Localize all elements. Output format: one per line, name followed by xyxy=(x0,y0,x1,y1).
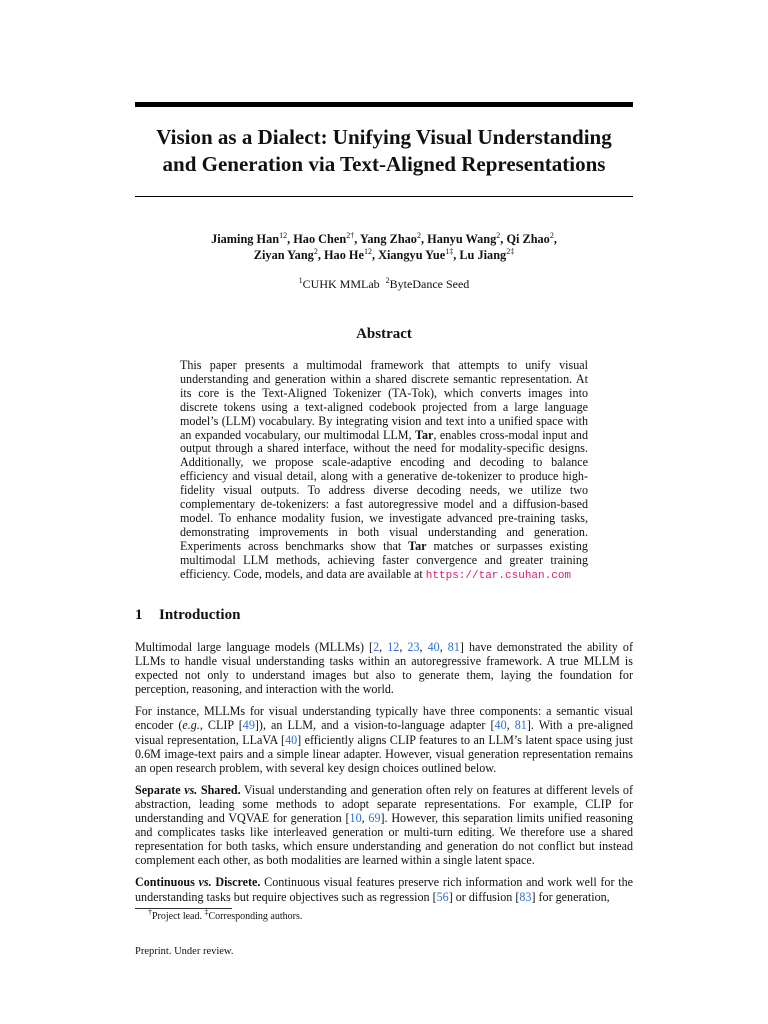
author: Hao Chen xyxy=(293,232,347,246)
paragraph-heading xyxy=(135,783,241,797)
abstract-text: matches or surpasses existing multimodal LLM methods, achieving faster convergence and greater training efficiency. Code, models, and data are available at xyxy=(180,538,588,581)
author-mark: 2 xyxy=(313,246,318,256)
author-mark: 1‡ xyxy=(445,246,454,256)
title-bottom-rule xyxy=(135,196,633,197)
citation-link[interactable]: 81 xyxy=(514,718,527,733)
paragraph-text: Multimodal large language models (MLLMs) [ xyxy=(135,640,374,654)
section-title: Introduction xyxy=(159,607,241,623)
citation-link[interactable]: 12 xyxy=(387,640,400,654)
paragraph-text: ] or diffusion [ xyxy=(448,889,520,904)
section-number: 1 xyxy=(135,607,143,623)
paragraph-text: For instance, MLLMs for visual understanding typically have three components: a semantic visual encoder ( xyxy=(135,704,633,733)
title-top-rule xyxy=(135,102,633,107)
paragraph-text: Continuous visual features preserve rich information and work well for the understanding tasks but require objectives such as regression [ xyxy=(135,875,633,904)
author: Lu Jiang xyxy=(459,248,507,262)
paragraph-text: , CLIP [ xyxy=(199,718,243,733)
author: Qi Zhao xyxy=(506,232,550,246)
author: Xiangyu Yue xyxy=(378,248,446,262)
citation-link[interactable]: 69 xyxy=(368,811,381,826)
affiliation: CUHK MMLab xyxy=(302,277,380,291)
heading-vs: vs. xyxy=(198,875,212,890)
author-mark: 2 xyxy=(549,230,554,240)
heading-text: Discrete. xyxy=(211,875,261,890)
author: Hao He xyxy=(323,248,364,262)
model-name: Tar xyxy=(408,538,427,553)
citation-link[interactable]: 81 xyxy=(447,640,460,654)
project-url-link[interactable]: https://tar.csuhan.com xyxy=(425,569,572,582)
citation-link[interactable]: 10 xyxy=(349,811,362,826)
author: Jiaming Han xyxy=(211,232,280,246)
title-line-2: and Generation via Text-Aligned Representations xyxy=(162,152,606,176)
paragraph-text: ]. However, this separation limits unified reasoning and complicates tasks like interleaved generation or multi-turn editing. We therefore use a shared representation for both tasks, which ensure understanding and generation do not conflict but instead complement each other, as both modalities are learned within a single latent space. xyxy=(135,811,633,868)
paragraph: Separate vs. Shared. Visual understanding and generation often rely on features at different levels of abstraction, leading some methods to adopt separate representations. For example, CLIP for understanding and VQVAE for generation [10, 69]. However, this separation limits unified reasoning and complicates tasks like interleaved generation or multi-turn editing. We therefore use a shared representation for both tasks, which ensure understanding and generation do not conflict but instead complement each other, as both modalities are learned within a single latent space. xyxy=(135,782,633,868)
heading-vs: vs. xyxy=(184,782,198,797)
affiliations xyxy=(135,276,633,292)
abstract-body xyxy=(180,359,588,584)
abstract-text: , enables cross-modal input and output through a shared interface, without the need for modality-specific designs. Additionally, we propose scale-adaptive encoding and decoding to balance efficiency and visual detail, along with a generative de-tokenizer to produce high-fidelity visual outputs. To address diverse decoding needs, we utilize two complementary de-tokenizers: a fast autoregressive model and a diffusion-based model. To enhance modality fusion, we investigate advanced pre-training tasks, demonstrating improvements in both visual understanding and generation. Experiments across benchmarks show that xyxy=(180,427,588,553)
paragraph-text: ] for generation, xyxy=(531,889,610,904)
heading-text: Shared. xyxy=(197,782,241,797)
author-mark: 2 xyxy=(416,230,421,240)
paragraph-text: Visual understanding and generation often rely on features at different levels of abstraction, leading some methods to adopt separate representations. For example, CLIP for understanding and VQVAE for generation [ xyxy=(135,782,633,826)
abbreviation: e.g. xyxy=(182,718,200,733)
author: Hanyu Wang xyxy=(427,232,497,246)
author-mark: 12 xyxy=(279,230,288,240)
author-mark: 12 xyxy=(363,246,372,256)
citation-link[interactable]: 2 xyxy=(373,640,380,654)
preprint-notice: Preprint. Under review. xyxy=(135,946,234,957)
citation-link[interactable]: 40 xyxy=(285,732,298,747)
footnote-text: Corresponding authors. xyxy=(208,911,303,922)
paragraph-text: ]), an LLM, and a vision-to-language adapter [ xyxy=(254,718,495,733)
abstract-text: This paper presents a multimodal framework that attempts to unify visual understanding and generation within a shared discrete semantic representation. At its core is the Text-Aligned Tokenizer (TA-Tok), which converts images into discrete tokens using a text-aligned codebook projected from a large language model’s (LLM) vocabulary. By integrating vision and text into a unified space with an expanded vocabulary, our multimodal LLM, xyxy=(180,358,588,442)
footnote-text: Project lead. xyxy=(152,911,205,922)
paper-title xyxy=(135,124,633,178)
author: Yang Zhao xyxy=(359,232,417,246)
paragraph: For instance, MLLMs for visual understanding typically have three components: a semantic visual encoder (e.g., CLIP [49]), an LLM, and a vision-to-language adapter [40, 81]. With a pre-aligned visual representation, LLaVA [40] efficiently aligns CLIP features to an LLM’s latent space using just 0.6M image-text pairs and a simple linear adapter. However, visual generation representation remains an open research problem, with several key design choices outlined below. xyxy=(135,704,633,775)
paragraph: Multimodal large language models (MLLMs) [2, 12, 23, 40, 81] have demonstrated the ability of LLMs to handle visual understanding tasks within an autoregressive framework. A true MLLM is expected not only to understand images but also to generate them, laying the foundation for perception, reasoning, and interaction with the world. xyxy=(135,640,633,697)
author-mark: 2† xyxy=(346,230,355,240)
author-mark: 2 xyxy=(496,230,501,240)
paragraph-text: ] have demonstrated the ability of LLMs to handle visual understanding tasks within an autoregressive framework. A true MLLM is expected not only to understand images but also to generate them, laying the foundation for perception, reasoning, and interaction with the world. xyxy=(135,640,633,697)
author-mark: 2‡ xyxy=(506,246,515,256)
citation-link[interactable]: 40 xyxy=(427,640,440,654)
footnote-mark: ‡ xyxy=(204,907,209,917)
affiliation-mark: 1 xyxy=(298,276,303,285)
title-line-1: Vision as a Dialect: Unifying Visual Understanding xyxy=(156,125,612,149)
author: Ziyan Yang xyxy=(253,248,314,262)
paragraph xyxy=(135,875,633,903)
section-heading-introduction xyxy=(135,607,633,624)
abstract-heading: Abstract xyxy=(356,326,412,342)
affiliation-mark: 2 xyxy=(385,276,390,285)
author-list: Jiaming Han$^{12}$, Hao Chen$^{2\dagger}$, Yang Zhao$^2$, Hanyu Wang$^2$, Qi Zhao$^2$, Ziyan Yang$^2$, Hao He$^{12}$, Xiangyu Yue$^{1\ddagger}$, Lu Jiang$^{2\ddagger}$ xyxy=(211,230,557,262)
footnote xyxy=(148,907,303,923)
paragraph-heading xyxy=(135,875,260,889)
footnote-mark: † xyxy=(148,907,152,917)
affiliation: ByteDance Seed xyxy=(389,277,470,291)
citation-link[interactable]: 23 xyxy=(407,640,420,654)
citation-link[interactable]: 83 xyxy=(519,889,532,904)
model-name: Tar xyxy=(415,427,434,442)
introduction-body xyxy=(135,640,633,912)
heading-text: Separate xyxy=(135,782,185,797)
citation-link[interactable]: 40 xyxy=(494,718,507,733)
paragraph-text: ]. With a pre-aligned visual representation, LLaVA [ xyxy=(135,718,633,747)
citation-link[interactable]: 56 xyxy=(436,889,449,904)
paragraph-text: ] efficiently aligns CLIP features to an LLM’s latent space using just 0.6M image-text pairs and a simple linear adapter. However, visual generation representation remains an open research problem, with several key design choices outlined below. xyxy=(135,732,633,775)
heading-text: Continuous xyxy=(135,875,199,890)
citation-link[interactable]: 49 xyxy=(242,718,255,733)
